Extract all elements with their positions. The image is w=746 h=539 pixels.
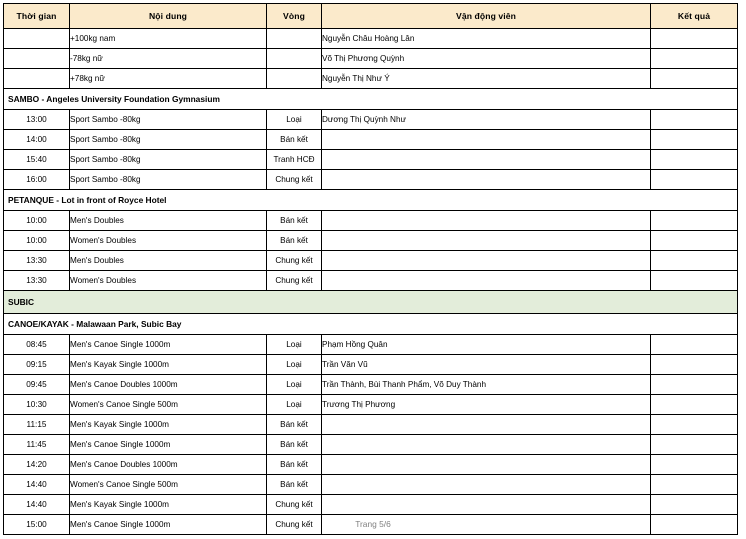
cell-athlete: Võ Thị Phương Quỳnh bbox=[322, 49, 651, 69]
table-row bbox=[4, 271, 738, 291]
cell-athlete: Phạm Hồng Quân bbox=[322, 335, 651, 355]
table-row bbox=[4, 355, 738, 375]
cell-time bbox=[4, 69, 70, 89]
section-header-row bbox=[4, 89, 738, 110]
schedule-table bbox=[3, 3, 738, 535]
table-row bbox=[4, 150, 738, 170]
cell-result bbox=[651, 395, 738, 415]
table-header bbox=[4, 4, 738, 29]
cell-time: 16:00 bbox=[4, 170, 70, 190]
cell-athlete bbox=[322, 495, 651, 515]
header-row bbox=[4, 4, 738, 29]
cell-athlete: Trương Thị Phương bbox=[322, 395, 651, 415]
column-header-round: Vòng bbox=[267, 4, 322, 29]
cell-result bbox=[651, 29, 738, 49]
cell-round: Loại bbox=[267, 110, 322, 130]
cell-athlete bbox=[322, 251, 651, 271]
cell-athlete bbox=[322, 271, 651, 291]
cell-round: Loại bbox=[267, 395, 322, 415]
cell-time: 14:40 bbox=[4, 475, 70, 495]
cell-time: 13:00 bbox=[4, 110, 70, 130]
cell-result bbox=[651, 271, 738, 291]
section-header-title: SAMBO - Angeles University Foundation Gymnasium bbox=[4, 89, 738, 110]
cell-content: Women's Doubles bbox=[70, 271, 267, 291]
cell-round: Bán kết bbox=[267, 435, 322, 455]
cell-round: Loại bbox=[267, 335, 322, 355]
column-header-result: Kết quả bbox=[651, 4, 738, 29]
cell-result bbox=[651, 150, 738, 170]
cell-result bbox=[651, 475, 738, 495]
cell-content: Men's Kayak Single 1000m bbox=[70, 415, 267, 435]
cell-content: Men's Canoe Single 1000m bbox=[70, 335, 267, 355]
cell-time: 11:45 bbox=[4, 435, 70, 455]
cell-result bbox=[651, 375, 738, 395]
cell-content: +78kg nữ bbox=[70, 69, 267, 89]
page-footer: Trang 5/6 bbox=[355, 519, 391, 529]
cell-time bbox=[4, 49, 70, 69]
cell-result bbox=[651, 455, 738, 475]
cell-athlete bbox=[322, 211, 651, 231]
cell-result bbox=[651, 355, 738, 375]
table-row bbox=[4, 170, 738, 190]
cell-time: 10:00 bbox=[4, 211, 70, 231]
cell-round: Chung kết bbox=[267, 170, 322, 190]
cell-time: 09:15 bbox=[4, 355, 70, 375]
cell-result bbox=[651, 170, 738, 190]
cell-athlete bbox=[322, 150, 651, 170]
cell-time: 13:30 bbox=[4, 251, 70, 271]
column-header-content: Nội dung bbox=[70, 4, 267, 29]
cell-time: 09:45 bbox=[4, 375, 70, 395]
cell-round: Chung kết bbox=[267, 251, 322, 271]
cell-round: Bán kết bbox=[267, 130, 322, 150]
cell-athlete bbox=[322, 435, 651, 455]
cell-time: 15:40 bbox=[4, 150, 70, 170]
table-row bbox=[4, 231, 738, 251]
cell-athlete: Trần Văn Vũ bbox=[322, 355, 651, 375]
cell-round bbox=[267, 69, 322, 89]
cell-result bbox=[651, 130, 738, 150]
cell-round: Loại bbox=[267, 355, 322, 375]
section-header-title: PETANQUE - Lot in front of Royce Hotel bbox=[4, 190, 738, 211]
table-row bbox=[4, 69, 738, 89]
table-row bbox=[4, 475, 738, 495]
region-header-title: SUBIC bbox=[4, 291, 738, 314]
cell-content: Sport Sambo -80kg bbox=[70, 150, 267, 170]
cell-round: Chung kết bbox=[267, 515, 322, 535]
cell-content: Men's Canoe Doubles 1000m bbox=[70, 455, 267, 475]
section-header-title: CANOE/KAYAK - Malawaan Park, Subic Bay bbox=[4, 314, 738, 335]
column-header-time: Thời gian bbox=[4, 4, 70, 29]
cell-content: Men's Canoe Doubles 1000m bbox=[70, 375, 267, 395]
cell-athlete bbox=[322, 231, 651, 251]
cell-content: Men's Kayak Single 1000m bbox=[70, 355, 267, 375]
cell-round: Bán kết bbox=[267, 455, 322, 475]
cell-round: Bán kết bbox=[267, 475, 322, 495]
cell-content: Women's Canoe Single 500m bbox=[70, 475, 267, 495]
table-row bbox=[4, 435, 738, 455]
cell-result bbox=[651, 49, 738, 69]
cell-content: Men's Canoe Single 1000m bbox=[70, 515, 267, 535]
cell-round bbox=[267, 49, 322, 69]
cell-athlete bbox=[322, 170, 651, 190]
cell-round: Bán kết bbox=[267, 231, 322, 251]
cell-round: Loại bbox=[267, 375, 322, 395]
cell-content: Women's Canoe Single 500m bbox=[70, 395, 267, 415]
cell-result bbox=[651, 211, 738, 231]
cell-content: Sport Sambo -80kg bbox=[70, 170, 267, 190]
cell-athlete: Trần Thành, Bùi Thanh Phẩm, Võ Duy Thành bbox=[322, 375, 651, 395]
cell-round: Bán kết bbox=[267, 415, 322, 435]
cell-athlete: Nguyễn Thị Như Ý bbox=[322, 69, 651, 89]
cell-round bbox=[267, 29, 322, 49]
cell-result bbox=[651, 335, 738, 355]
cell-athlete: Dương Thị Quỳnh Như bbox=[322, 110, 651, 130]
table-row bbox=[4, 211, 738, 231]
table-row bbox=[4, 335, 738, 355]
cell-time: 10:30 bbox=[4, 395, 70, 415]
table-row bbox=[4, 29, 738, 49]
cell-round: Chung kết bbox=[267, 271, 322, 291]
cell-athlete bbox=[322, 130, 651, 150]
cell-time: 13:30 bbox=[4, 271, 70, 291]
cell-result bbox=[651, 415, 738, 435]
table-row bbox=[4, 49, 738, 69]
cell-result bbox=[651, 435, 738, 455]
table-row bbox=[4, 455, 738, 475]
column-header-athlete: Vận động viên bbox=[322, 4, 651, 29]
cell-content: Sport Sambo -80kg bbox=[70, 110, 267, 130]
cell-content: Men's Doubles bbox=[70, 251, 267, 271]
cell-result bbox=[651, 231, 738, 251]
cell-athlete bbox=[322, 475, 651, 495]
cell-result bbox=[651, 69, 738, 89]
cell-round: Bán kết bbox=[267, 211, 322, 231]
cell-athlete bbox=[322, 415, 651, 435]
cell-time: 11:15 bbox=[4, 415, 70, 435]
cell-time: 10:00 bbox=[4, 231, 70, 251]
cell-result bbox=[651, 495, 738, 515]
cell-time bbox=[4, 29, 70, 49]
section-header-row bbox=[4, 314, 738, 335]
cell-time: 15:00 bbox=[4, 515, 70, 535]
cell-time: 14:00 bbox=[4, 130, 70, 150]
region-header-row bbox=[4, 291, 738, 314]
cell-result bbox=[651, 251, 738, 271]
cell-round: Chung kết bbox=[267, 495, 322, 515]
section-header-row bbox=[4, 190, 738, 211]
cell-time: 08:45 bbox=[4, 335, 70, 355]
table-row bbox=[4, 110, 738, 130]
cell-content: Sport Sambo -80kg bbox=[70, 130, 267, 150]
table-body bbox=[4, 29, 738, 535]
table-row bbox=[4, 415, 738, 435]
cell-athlete bbox=[322, 455, 651, 475]
cell-content: Women's Doubles bbox=[70, 231, 267, 251]
cell-round: Tranh HCĐ bbox=[267, 150, 322, 170]
cell-result bbox=[651, 110, 738, 130]
table-row bbox=[4, 395, 738, 415]
cell-athlete: Nguyễn Châu Hoàng Lân bbox=[322, 29, 651, 49]
cell-content: Men's Canoe Single 1000m bbox=[70, 435, 267, 455]
cell-content: -78kg nữ bbox=[70, 49, 267, 69]
cell-time: 14:40 bbox=[4, 495, 70, 515]
cell-content: Men's Kayak Single 1000m bbox=[70, 495, 267, 515]
cell-content: Men's Doubles bbox=[70, 211, 267, 231]
cell-content: +100kg nam bbox=[70, 29, 267, 49]
table-row bbox=[4, 130, 738, 150]
table-row bbox=[4, 495, 738, 515]
table-row bbox=[4, 251, 738, 271]
table-row bbox=[4, 375, 738, 395]
cell-time: 14:20 bbox=[4, 455, 70, 475]
